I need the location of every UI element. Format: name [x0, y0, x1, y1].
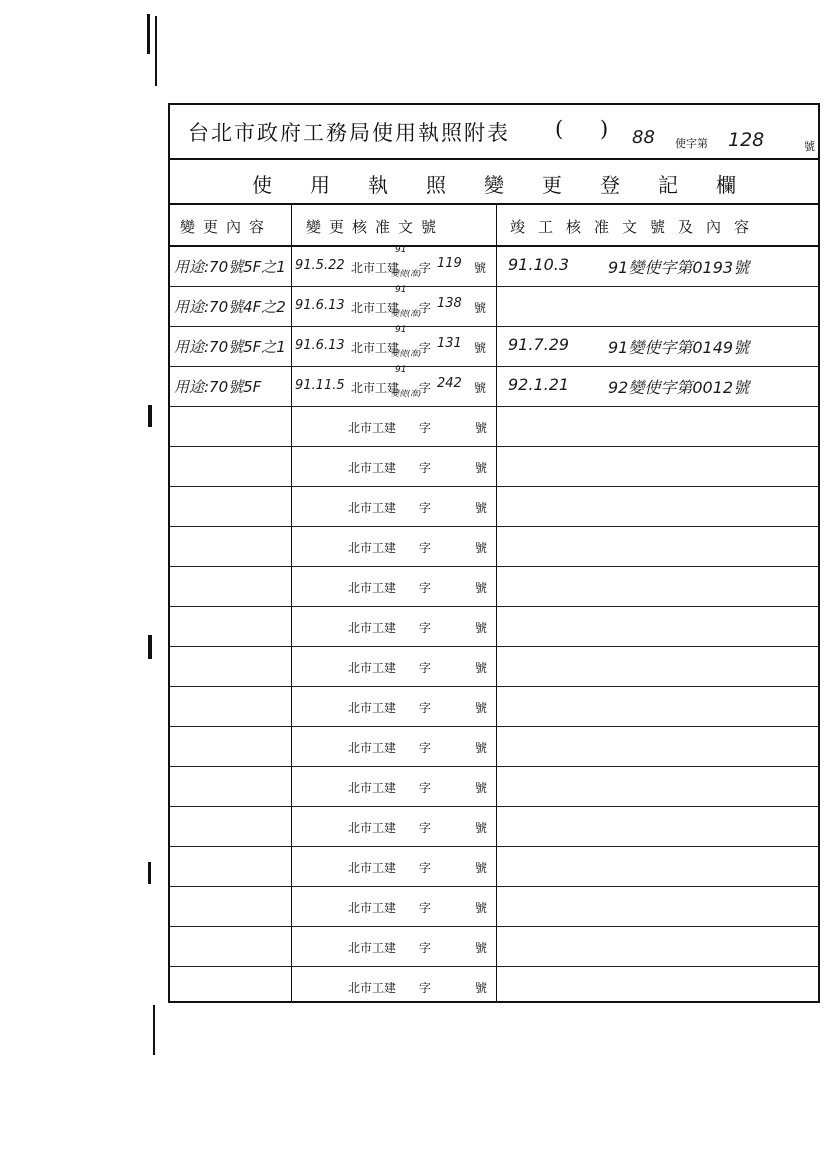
- approval-hao: 號: [475, 981, 488, 995]
- table-row: [170, 287, 818, 327]
- approval-zi: 字: [419, 541, 432, 555]
- approval-hao: 號: [475, 701, 488, 715]
- approval-zi: 字: [419, 661, 432, 675]
- scan-mark: [148, 635, 152, 659]
- approval-prefix: 北市工建: [348, 541, 397, 555]
- approval-prefix: 北市工建: [348, 501, 397, 515]
- approval-zi: 字: [419, 301, 432, 315]
- completion-doc: 92變使字第0012號: [608, 378, 750, 397]
- table-row: [170, 847, 818, 887]
- approval-note: 變使(准): [391, 389, 422, 398]
- approval-prefix: 北市工建: [348, 941, 397, 955]
- approval-year: 91: [395, 325, 407, 335]
- table-row: [170, 567, 818, 607]
- approval-prefix: 北市工建: [348, 461, 397, 475]
- approval-zi: 字: [419, 381, 432, 395]
- approval-prefix: 北市工建: [348, 661, 397, 675]
- table-row: [170, 687, 818, 727]
- completion-doc: 91變使字第0149號: [608, 338, 750, 357]
- approval-hao: 號: [475, 861, 488, 875]
- approval-date: 91.6.13: [295, 338, 345, 353]
- section-title: 使用執照變更登記欄: [252, 173, 774, 197]
- approval-note: 變使(准): [391, 269, 422, 278]
- approval-hao: 號: [475, 821, 488, 835]
- approval-prefix: 北市工建: [348, 861, 397, 875]
- paren-close: ): [600, 117, 609, 141]
- completion-date: 91.10.3: [508, 255, 570, 274]
- header-approval: 變更核准文號: [306, 218, 445, 236]
- table-row: [170, 327, 818, 367]
- approval-prefix: 北市工建: [348, 701, 397, 715]
- license-year: 88: [632, 127, 655, 148]
- approval-prefix: 北市工建: [348, 821, 397, 835]
- approval-prefix: 北市工建: [348, 621, 397, 635]
- approval-prefix: 北市工建: [348, 421, 397, 435]
- approval-number: 131: [437, 336, 462, 351]
- table-row: [170, 767, 818, 807]
- table-row: [170, 727, 818, 767]
- table-header: [170, 205, 818, 247]
- approval-date: 91.6.13: [295, 298, 345, 313]
- table-row: [170, 247, 818, 287]
- approval-zi: 字: [419, 901, 432, 915]
- approval-hao: 號: [475, 421, 488, 435]
- table-row: [170, 927, 818, 967]
- license-word: 使字第: [675, 137, 708, 150]
- header-content: 變更內容: [180, 218, 273, 236]
- approval-prefix: 北市工建: [348, 581, 397, 595]
- approval-year: 91: [395, 245, 407, 255]
- approval-year: 91: [395, 365, 407, 375]
- approval-zi: 字: [419, 701, 432, 715]
- approval-hao: 號: [475, 501, 488, 515]
- license-number: 128: [728, 129, 765, 151]
- usage-license-form: [168, 103, 820, 1003]
- table-body: [170, 247, 818, 1007]
- approval-hao: 號: [474, 381, 487, 395]
- completion-date: 91.7.29: [508, 335, 570, 354]
- approval-zi: 字: [419, 821, 432, 835]
- section-title-row: [170, 160, 818, 205]
- change-content: 用途:70號4F之2: [174, 298, 286, 316]
- table-row: [170, 647, 818, 687]
- approval-hao: 號: [475, 901, 488, 915]
- table-row: [170, 527, 818, 567]
- approval-zi: 字: [419, 621, 432, 635]
- approval-prefix: 北市工建: [348, 901, 397, 915]
- approval-number: 242: [437, 376, 462, 391]
- approval-hao: 號: [474, 341, 487, 355]
- approval-year: 91: [395, 285, 407, 295]
- approval-prefix: 北市工建: [351, 261, 400, 275]
- scan-mark: [155, 16, 157, 86]
- scan-mark: [148, 405, 152, 427]
- approval-zi: 字: [419, 421, 432, 435]
- change-content: 用途:70號5F: [174, 378, 262, 396]
- approval-number: 138: [437, 296, 462, 311]
- license-hao: 號: [804, 140, 815, 153]
- header-completion: 竣工核准文號及內容: [510, 218, 763, 236]
- approval-prefix: 北市工建: [351, 341, 400, 355]
- approval-prefix: 北市工建: [348, 981, 397, 995]
- approval-prefix: 北市工建: [348, 741, 397, 755]
- form-title: 台北市政府工務局使用執照附表: [188, 121, 510, 145]
- change-content: 用途:70號5F之1: [174, 338, 286, 356]
- approval-date: 91.11.5: [295, 378, 345, 393]
- approval-hao: 號: [475, 581, 488, 595]
- approval-hao: 號: [474, 301, 487, 315]
- scan-mark: [148, 862, 151, 884]
- approval-number: 119: [437, 256, 462, 271]
- change-content: 用途:70號5F之1: [174, 258, 286, 276]
- approval-zi: 字: [419, 941, 432, 955]
- table-row: [170, 887, 818, 927]
- approval-prefix: 北市工建: [351, 301, 400, 315]
- approval-zi: 字: [419, 861, 432, 875]
- approval-hao: 號: [475, 621, 488, 635]
- approval-hao: 號: [475, 661, 488, 675]
- scan-mark: [147, 14, 150, 54]
- approval-hao: 號: [475, 541, 488, 555]
- table-row: [170, 607, 818, 647]
- approval-hao: 號: [474, 261, 487, 275]
- approval-prefix: 北市工建: [348, 781, 397, 795]
- approval-note: 變使(准): [391, 349, 422, 358]
- approval-zi: 字: [419, 341, 432, 355]
- paren-open: (: [555, 117, 564, 141]
- approval-zi: 字: [419, 261, 432, 275]
- approval-zi: 字: [419, 501, 432, 515]
- approval-zi: 字: [419, 581, 432, 595]
- approval-note: 變使(准): [391, 309, 422, 318]
- approval-hao: 號: [475, 941, 488, 955]
- approval-prefix: 北市工建: [351, 381, 400, 395]
- scan-mark: [153, 1005, 155, 1055]
- table-row: [170, 367, 818, 407]
- table-row: [170, 447, 818, 487]
- approval-zi: 字: [419, 461, 432, 475]
- approval-date: 91.5.22: [295, 258, 345, 273]
- completion-date: 92.1.21: [508, 375, 570, 394]
- approval-hao: 號: [475, 741, 488, 755]
- approval-zi: 字: [419, 981, 432, 995]
- approval-hao: 號: [475, 461, 488, 475]
- approval-hao: 號: [475, 781, 488, 795]
- approval-zi: 字: [419, 741, 432, 755]
- completion-doc: 91變使字第0193號: [608, 258, 750, 277]
- title-row: [170, 105, 818, 160]
- table-row: [170, 807, 818, 847]
- table-row: [170, 967, 818, 1007]
- table-row: [170, 487, 818, 527]
- approval-zi: 字: [419, 781, 432, 795]
- table-row: [170, 407, 818, 447]
